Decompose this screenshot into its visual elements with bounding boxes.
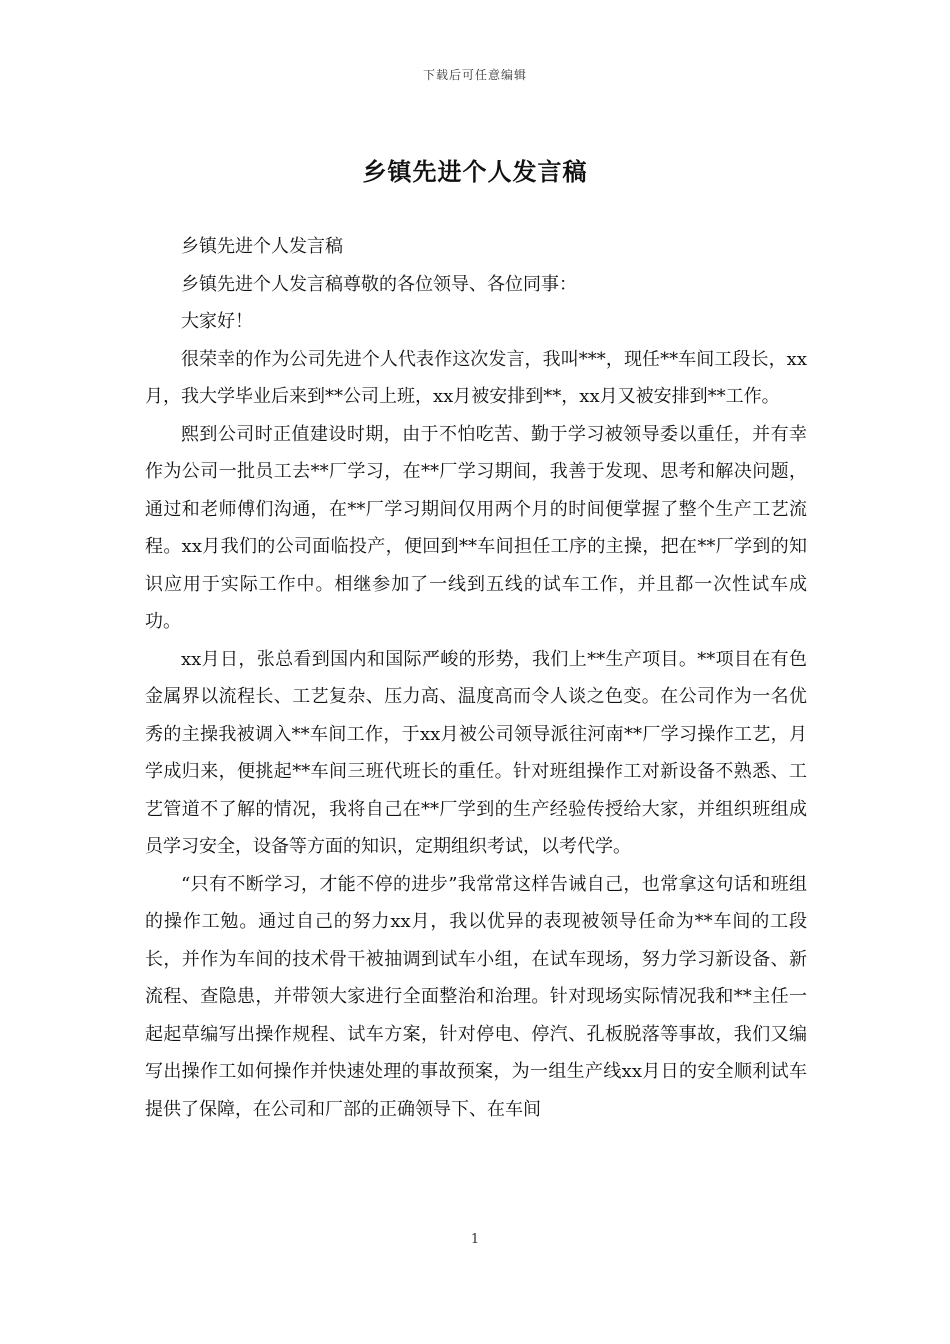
paragraph-subtitle: 乡镇先进个人发言稿 (181, 236, 343, 257)
header-note: 下载后可任意编辑 (422, 68, 527, 82)
paragraph: “只有不断学习，才能不停的进步”我常常这样告诫自己，也常拿这句话和班组的操作工勉。通过自己的努力xx月，我以优异的表现被领导任命为**车间的工段长，并作为车间的技术骨干被抽调到试车小组，在试车现场，努力学习新设备、新流程、查隐患，并带领大家进行全面整治和治理。针对现场实际情况我和**主任一起起草编写出操作规程、试车方案，针对停电、停汽、孔板脱落等事故，我们又编写出操作工如何操作并快速处理的事故预案，为一组生产线xx月日的安全顺利试车提供了保障，在公司和厂部的正确领导下、在车间 (145, 873, 807, 1120)
document-title: 乡镇先进个人发言稿 (362, 157, 588, 186)
paragraph: xx月日，张总看到国内和国际严峻的形势，我们上**生产项目。**项目在有色金属界以流程长、工艺复杂、压力高、温度高而令人谈之色变。在公司作为一名优秀的主操我被调入**车间工作，于xx月被公司领导派往河南**厂学习操作工艺，月学成归来，便挑起**车间三班代班长的重任。针对班组操作工对新设备不熟悉、工艺管道不了解的情况，我将自己在**厂学到的生产经验传授给大家，并组织班组成员学习安全，设备等方面的知识，定期组织考试，以考代学。 (145, 648, 807, 857)
paragraph-greeting: 大家好！ (181, 311, 253, 332)
paragraph-salutation: 乡镇先进个人发言稿尊敬的各位领导、各位同事： (181, 273, 577, 295)
page-number: 1 (470, 1232, 480, 1247)
paragraph: 很荣幸的作为公司先进个人代表作这次发言，我叫***，现任**车间工段长，xx月，我大学毕业后来到**公司上班，xx月被安排到**，xx月又被安排到**工作。 (145, 348, 807, 407)
document-body (145, 228, 807, 1128)
paragraph: 熙到公司时正值建设时期，由于不怕吃苦、勤于学习被领导委以重任，并有幸作为公司一批员工去**厂学习，在**厂学习期间，我善于发现、思考和解决问题，通过和老师傅们沟通，在**厂学习期间仅用两个月的时间便掌握了整个生产工艺流程。xx月我们的公司面临投产，便回到**车间担任工序的主操，把在**厂学到的知识应用于实际工作中。相继参加了一线到五线的试车工作，并且都一次性试车成功。 (145, 423, 807, 632)
